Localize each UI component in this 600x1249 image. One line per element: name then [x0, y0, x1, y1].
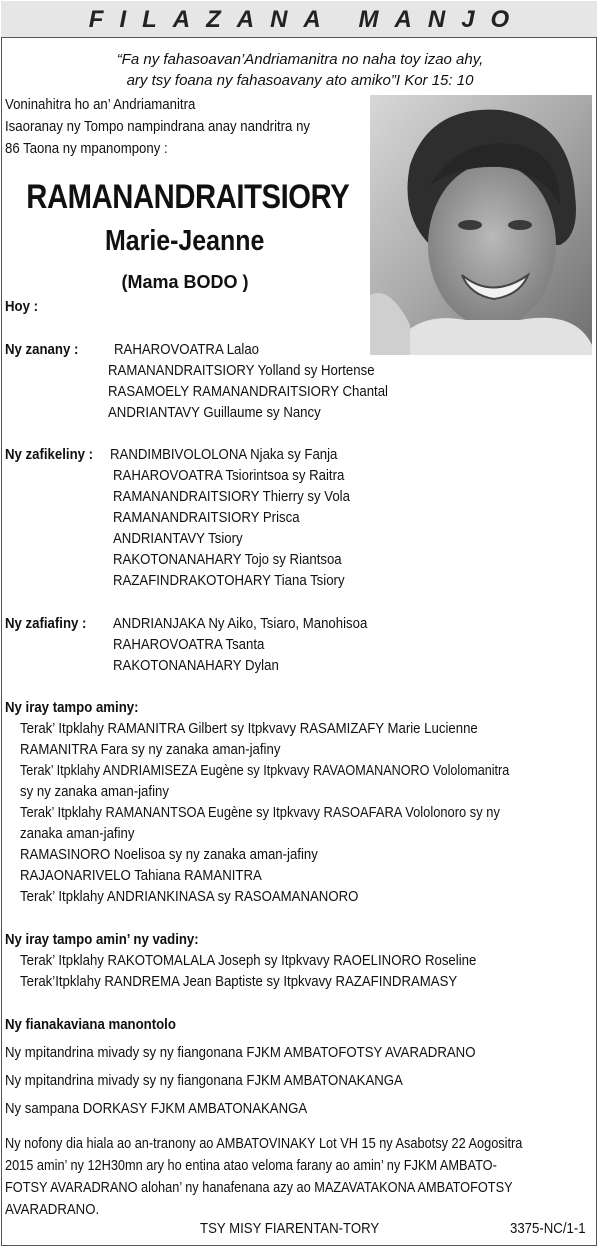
intro-line-1: Voninahitra ho an’ Andriamanitra	[5, 96, 196, 113]
tampo-aminy-line: Terak’ Itpklahy ANDRIAMISEZA Eugène sy Itpkvavy RAVAOMANANORO Vololomanitra	[20, 762, 510, 779]
zanany-name: ANDRIANTAVY Guillaume sy Nancy	[108, 404, 321, 421]
tampo-aminy-line: Terak’ Itpklahy RAMANITRA Gilbert sy Itpkvavy RASAMIZAFY Marie Lucienne	[20, 720, 478, 737]
tampo-aminy-line: sy ny zanaka aman-jafiny	[20, 783, 169, 800]
bible-quote-line-1: “Fa ny fahasoavan’Andriamanitra no naha toy izao ahy,	[116, 51, 484, 68]
zafikeliny-name: RAKOTONANAHARY Tojo sy Riantsoa	[113, 551, 342, 568]
zanany-name: RAMANANDRAITSIORY Yolland sy Hortense	[108, 362, 375, 379]
tampo-vadiny-heading: Ny iray tampo amin’ ny vadiny:	[5, 931, 199, 948]
zafikeliny-name: RAHAROVOATRA Tsiorintsoa sy Raitra	[113, 467, 345, 484]
deceased-nickname: (Mama BODO )	[121, 272, 249, 292]
church-line: Ny sampana DORKASY FJKM AMBATONAKANGA	[5, 1100, 308, 1117]
deceased-given-name: Marie-Jeanne	[105, 225, 265, 257]
zafiafiny-name: ANDRIANJAKA Ny Aiko, Tsiaro, Manohisoa	[113, 615, 368, 632]
notice-header	[1, 1, 597, 38]
deceased-surname: RAMANANDRAITSIORY	[26, 178, 350, 216]
tampo-aminy-line: Terak’ Itpklahy ANDRIANKINASA sy RASOAMANANORO	[20, 888, 359, 905]
church-line: Ny mpitandrina mivady sy ny fiangonana FJKM AMBATONAKANGA	[5, 1072, 403, 1089]
fianakaviana-heading: Ny fianakaviana manontolo	[5, 1016, 176, 1033]
zafikeliny-name: RAMANANDRAITSIORY Prisca	[113, 509, 300, 526]
funeral-details-line: 2015 amin’ ny 12H30mn ary ho entina atao veloma farany ao amin’ ny FJKM AMBATO-	[5, 1157, 497, 1174]
zafikeliny-name: RAZAFINDRAKOTOHARY Tiana Tsiory	[113, 572, 345, 589]
zafikeliny-name: ANDRIANTAVY Tsiory	[113, 530, 243, 547]
tampo-aminy-line: Terak’ Itpklahy RAMANANTSOA Eugène sy Itpkvavy RASOAFARA Vololonoro sy ny	[20, 804, 500, 821]
zafiafiny-name: RAKOTONANAHARY Dylan	[113, 657, 279, 674]
no-wake-notice: TSY MISY FIARENTAN-TORY	[200, 1220, 380, 1237]
zafiafiny-label: Ny zafiafiny :	[5, 615, 87, 632]
intro-line-3: 86 Taona ny mpanompony :	[5, 140, 168, 157]
hoy-label: Hoy :	[5, 298, 38, 315]
tampo-aminy-heading: Ny iray tampo aminy:	[5, 699, 139, 716]
zafiafiny-name: RAHAROVOATRA Tsanta	[113, 636, 265, 653]
zafikeliny-label: Ny zafikeliny :	[5, 446, 94, 463]
funeral-details-line: AVARADRANO.	[5, 1201, 100, 1218]
portrait-photo	[370, 95, 592, 355]
zanany-name: RAHAROVOATRA Lalao	[114, 341, 260, 358]
zafikeliny-name: RAMANANDRAITSIORY Thierry sy Vola	[113, 488, 350, 505]
zanany-label: Ny zanany :	[5, 341, 79, 358]
tampo-aminy-line: RAMASINORO Noelisoa sy ny zanaka aman-jafiny	[20, 846, 318, 863]
intro-line-2: Isaoranay ny Tompo nampindrana anay nandritra ny	[5, 118, 311, 135]
zafikeliny-name: RANDIMBIVOLOLONA Njaka sy Fanja	[110, 446, 338, 463]
church-line: Ny mpitandrina mivady sy ny fiangonana FJKM AMBATOFOTSY AVARADRANO	[5, 1044, 476, 1061]
funeral-details-line: FOTSY AVARADRANO alohan’ ny hanafenana azy ao MAZAVATAKONA AMBATOFOTSY	[5, 1179, 513, 1196]
funeral-details-line: Ny nofony dia hiala ao an-tranony ao AMBATOVINAKY Lot VH 15 ny Asabotsy 22 Aogositra	[5, 1135, 523, 1152]
bible-quote-line-2: ary tsy foana ny fahasoavany ato amiko”I Kor 15: 10	[126, 72, 474, 89]
tampo-aminy-line: RAJAONARIVELO Tahiana RAMANITRA	[20, 867, 262, 884]
notice-title: FILAZANA MANJO	[88, 6, 526, 33]
tampo-aminy-line: RAMANITRA Fara sy ny zanaka aman-jafiny	[20, 741, 281, 758]
tampo-vadiny-line: Terak’ Itpklahy RAKOTOMALALA Joseph sy Itpkvavy RAOELINORO Roseline	[20, 952, 477, 969]
tampo-aminy-line: zanaka aman-jafiny	[20, 825, 135, 842]
tampo-vadiny-line: Terak’Itpklahy RANDREMA Jean Baptiste sy Itpkvavy RAZAFINDRAMASY	[20, 973, 458, 990]
reference-code: 3375-NC/1-1	[510, 1220, 586, 1237]
zanany-name: RASAMOELY RAMANANDRAITSIORY Chantal	[108, 383, 388, 400]
